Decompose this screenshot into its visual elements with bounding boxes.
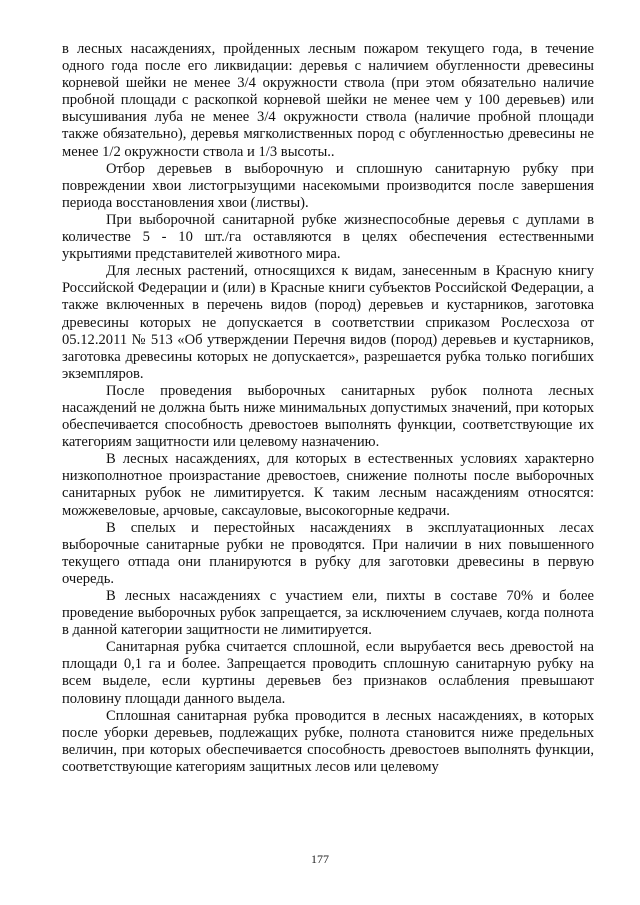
paragraph-3: При выборочной санитарной рубке жизнеспособные деревья с дуплами в количестве 5 - 10 шт./га оставляются в целях обеспечения естественными укрытиями представителей животного мира.: [62, 211, 594, 263]
paragraph-1: в лесных насаждениях, пройденных лесным пожаром текущего года, в течение одного года после его ликвидации: деревья с наличием обугленности древесины корневой шейки не менее 3/4 окружности ствола (при этом обязательно наличие пробной площади с раскопкой корневой шейки не менее чем у 100 деревьев) или высушивания луба не менее 3/4 окружности ствола (наличие пробной площади также обязательно), деревья мягколиственных пород с обугленностью древесины не менее 1/2 окружности ствола и 1/3 высоты..: [62, 41, 594, 160]
page-number: 177: [311, 852, 329, 866]
paragraph-8: В лесных насаждениях с участием ели, пихты в составе 70% и более проведение выборочных рубок запрещается, за исключением случаев, когда полнота в данной категории защитности не лимитируется.: [62, 588, 594, 639]
paragraph-9: Санитарная рубка считается сплошной, если вырубается весь древостой на площади 0,1 га и более. Запрещается проводить сплошную санитарную рубку на всем выделе, если куртины деревьев без признаков ослабления превышают половину площади данного выдела.: [62, 639, 594, 707]
paragraph-10: Сплошная санитарная рубка проводится в лесных насаждениях, в которых после уборки деревьев, подлежащих рубке, полнота становится ниже предельных величин, при которых обеспечивается способность древостоев выполнять функции, соответствующие категориям защитных лесов или целевому: [62, 707, 594, 775]
paragraph-7: В спелых и перестойных насаждениях в эксплуатационных лесах выборочные санитарные рубки не проводятся. При наличии в них повышенного текущего отпада они планируются в рубку для заготовки древесины в первую очередь.: [62, 519, 594, 587]
paragraph-2: Отбор деревьев в выборочную и сплошную санитарную рубку при повреждении хвои листогрызущими насекомыми производится после завершения периода восстановления хвои (листвы).: [62, 160, 594, 211]
document-body: [62, 41, 594, 776]
paragraph-5: После проведения выборочных санитарных рубок полнота лесных насаждений не должна быть ниже минимальных допустимых значений, при которых обеспечивается способность древостоев выполнять функции, соответствующие их категориям защитности или целевому назначению.: [62, 382, 594, 451]
paragraph-6: В лесных насаждениях, для которых в естественных условиях характерно низкополнотное произрастание древостоев, снижение полноты после выборочных санитарных рубок не лимитируется. К таким лесным насаждениям относятся: можжевеловые, арчовые, саксауловые, высокогорные кедрачи.: [62, 451, 594, 519]
paragraph-4: Для лесных растений, относящихся к видам, занесенным в Красную книгу Российской Федерации и (или) в Красные книги субъектов Российской Федерации, а также включенных в перечень видов (пород) деревьев и кустарников, заготовка древесины которых не допускается в соответствии сприказом Рослесхоза от 05.12.2011 № 513 «Об утверждении Перечня видов (пород) деревьев и кустарников, заготовка древесины которых не допускается», разрешается рубка только погибших экземпляров.: [62, 263, 594, 382]
